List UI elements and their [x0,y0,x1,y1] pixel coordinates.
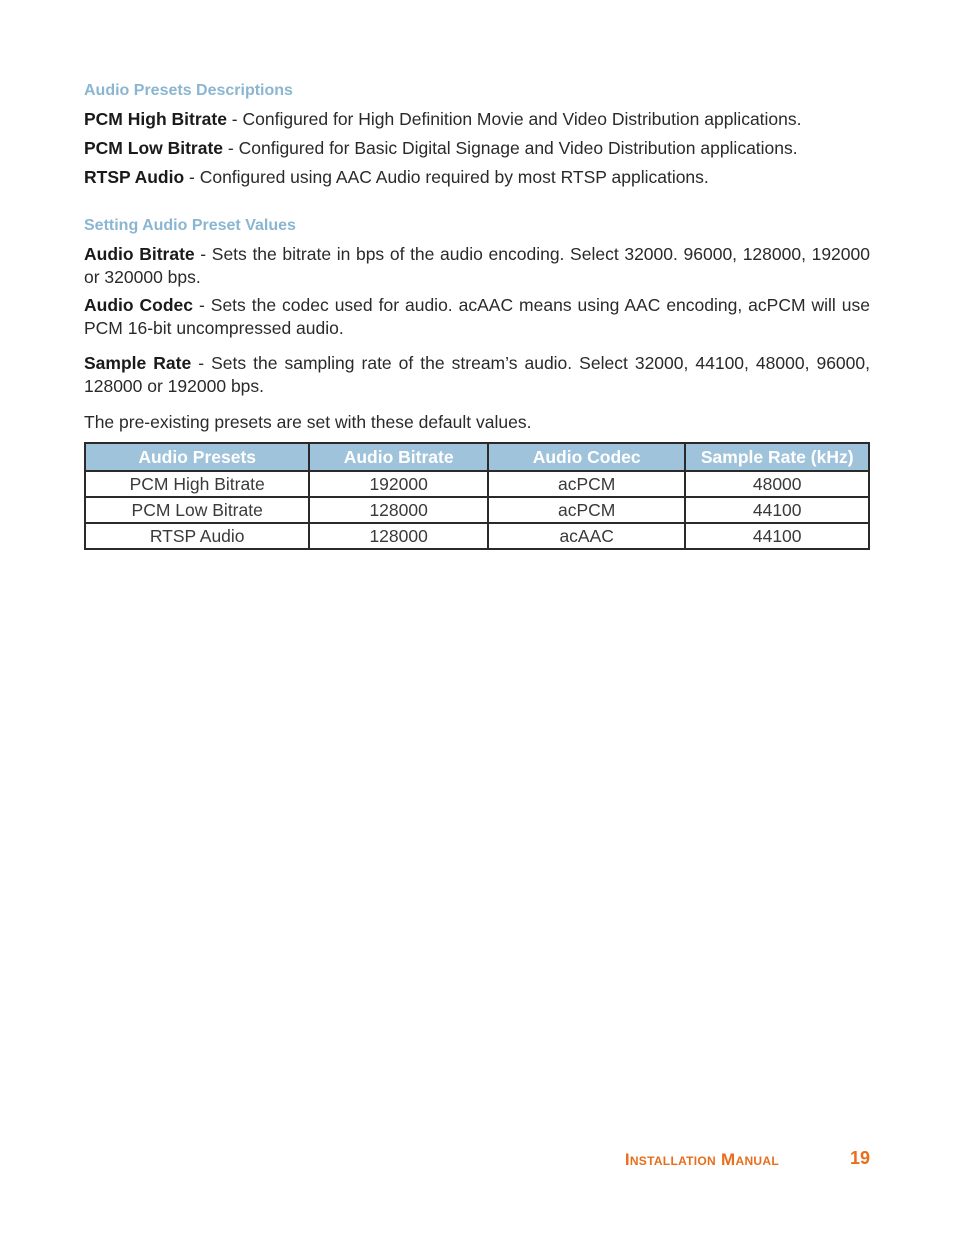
value-description-sample-rate [84,352,870,398]
value-description-codec [84,294,870,340]
presets-table [84,442,870,550]
value-desc: - Sets the codec used for audio. acAAC means using AAC encoding, acPCM will use PCM 16-bit uncompressed audio. [84,295,870,338]
table-cell: 44100 [685,497,869,523]
value-term: Audio Codec [84,295,194,315]
table-cell: acAAC [488,523,685,549]
preset-description-pcm-high [84,108,870,131]
preset-term: RTSP Audio [84,167,185,187]
value-term: Sample Rate [84,353,192,373]
table-header-cell: Audio Codec [488,443,685,471]
table-cell: acPCM [488,471,685,497]
preset-desc: - Configured for High Definition Movie and Video Distribution applications. [226,109,802,129]
table-header-cell: Audio Bitrate [309,443,488,471]
table-cell: PCM High Bitrate [85,471,309,497]
section-heading-values: Setting Audio Preset Values [84,217,296,234]
table-cell: 48000 [685,471,869,497]
table-header-cell: Audio Presets [85,443,309,471]
table-cell: 44100 [685,523,869,549]
table-row [85,497,869,523]
table-header-cell: Sample Rate (kHz) [685,443,869,471]
table-cell: RTSP Audio [85,523,309,549]
table-intro: The pre-existing presets are set with these default values. [84,412,532,432]
table-cell: acPCM [488,497,685,523]
table-row [85,523,869,549]
value-description-bitrate [84,243,870,289]
footer-title: Installation Manual [624,1150,779,1169]
table-row [85,471,869,497]
preset-term: PCM Low Bitrate [84,138,224,158]
table-cell: 128000 [309,497,488,523]
value-term: Audio Bitrate [84,244,195,264]
preset-term: PCM High Bitrate [84,109,227,129]
preset-description-pcm-low [84,137,870,160]
table-cell: PCM Low Bitrate [85,497,309,523]
preset-desc: - Configured for Basic Digital Signage and Video Distribution applications. [223,138,798,158]
page-footer [0,1148,954,1170]
value-desc: - Sets the bitrate in bps of the audio encoding. Select 32000. 96000, 128000, 192000 or 320000 bps. [84,244,870,287]
preset-desc: - Configured using AAC Audio required by most RTSP applications. [184,167,709,187]
table-cell: 128000 [309,523,488,549]
section-heading-presets: Audio Presets Descriptions [84,82,293,99]
page-number: 19 [849,1148,870,1168]
preset-description-rtsp [84,166,870,189]
value-desc: - Sets the sampling rate of the stream’s audio. Select 32000, 44100, 48000, 96000, 128000 or 192000 bps. [84,353,870,396]
table-header-row [85,443,869,471]
table-cell: 192000 [309,471,488,497]
